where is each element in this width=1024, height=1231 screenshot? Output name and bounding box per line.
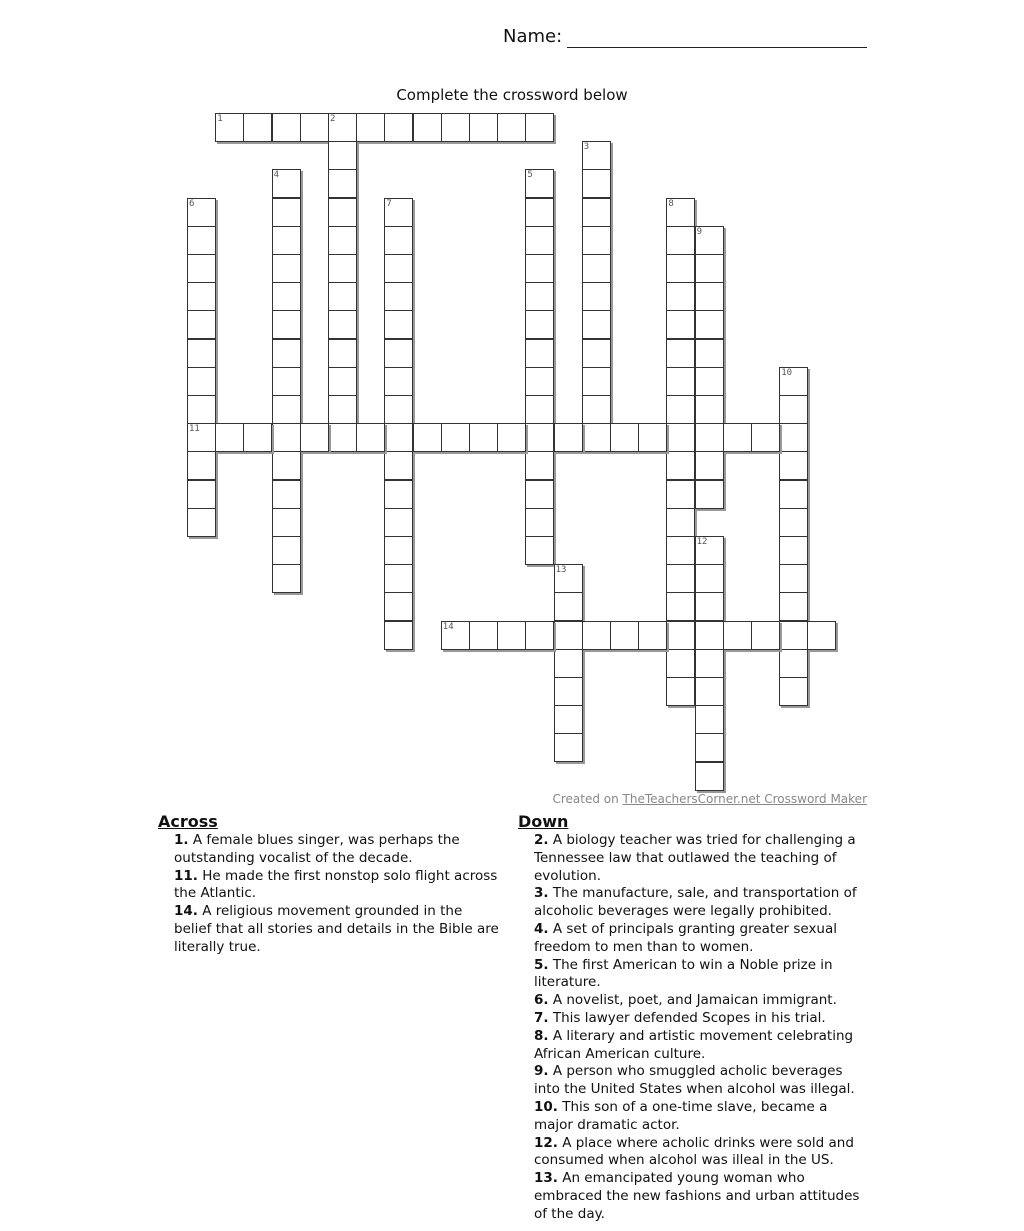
down-clue <box>534 1135 863 1171</box>
grid-cell[interactable] <box>695 621 724 650</box>
grid-cell[interactable] <box>638 621 667 650</box>
clue-text: This son of a one-time slave, became a major dramatic actor. <box>534 1098 828 1133</box>
grid-cell[interactable] <box>243 113 272 142</box>
across-clue-list <box>158 832 503 957</box>
grid-cell[interactable] <box>384 480 413 509</box>
grid-cell[interactable] <box>610 423 639 452</box>
grid-cell[interactable] <box>666 564 695 593</box>
grid-cell[interactable] <box>187 339 216 368</box>
clue-number: 13 <box>555 565 567 576</box>
grid-cell[interactable] <box>666 508 695 537</box>
grid-cell[interactable] <box>638 423 667 452</box>
across-clue <box>174 868 503 904</box>
clue-number-label: 5. <box>534 956 549 973</box>
grid-cell[interactable] <box>554 592 583 621</box>
grid-cell[interactable] <box>582 395 611 424</box>
down-clue <box>534 1099 863 1135</box>
grid-cell[interactable] <box>779 508 808 537</box>
across-clue <box>174 832 503 868</box>
grid-cell[interactable] <box>272 226 301 255</box>
grid-cell[interactable] <box>525 480 554 509</box>
clue-text: The manufacture, sale, and transportation of alcoholic beverages were legally prohibited. <box>534 885 857 920</box>
grid-cell[interactable] <box>187 451 216 480</box>
name-row <box>503 26 867 48</box>
instructions: Complete the crossword below <box>396 86 628 104</box>
grid-cell[interactable] <box>779 367 808 396</box>
grid-cell[interactable] <box>666 677 695 706</box>
grid-cell[interactable] <box>413 423 442 452</box>
down-clue <box>534 1028 863 1064</box>
grid-cell[interactable] <box>695 367 724 396</box>
grid-cell[interactable] <box>695 536 724 565</box>
down-clue <box>534 832 863 885</box>
grid-cell[interactable] <box>328 367 357 396</box>
grid-cell[interactable] <box>779 423 808 452</box>
grid-cell[interactable] <box>695 226 724 255</box>
down-clue <box>534 992 863 1010</box>
grid-cell[interactable] <box>272 508 301 537</box>
clue-text: A person who smuggled acholic beverages into the United States when alcohol was illegal. <box>534 1063 855 1098</box>
grid-cell[interactable] <box>328 254 357 283</box>
grid-cell[interactable] <box>779 649 808 678</box>
grid-cell[interactable] <box>187 367 216 396</box>
grid-cell[interactable] <box>497 423 526 452</box>
grid-cell[interactable] <box>356 113 385 142</box>
clue-number-label: 8. <box>534 1027 549 1044</box>
grid-cell[interactable] <box>525 254 554 283</box>
grid-cell[interactable] <box>525 282 554 311</box>
grid-cell[interactable] <box>328 395 357 424</box>
grid-cell[interactable] <box>695 395 724 424</box>
grid-cell[interactable] <box>666 480 695 509</box>
clue-number: 4 <box>273 170 280 181</box>
grid-cell[interactable] <box>525 367 554 396</box>
credit-link[interactable]: TheTeachersCorner.net Crossword Maker <box>622 792 867 806</box>
grid-cell[interactable] <box>300 113 329 142</box>
grid-cell[interactable] <box>384 395 413 424</box>
grid-cell[interactable] <box>666 310 695 339</box>
clue-number: 8 <box>668 198 674 209</box>
grid-cell[interactable] <box>554 564 583 593</box>
grid-cell[interactable] <box>272 282 301 311</box>
grid-cell[interactable] <box>469 113 498 142</box>
clue-number-label: 2. <box>534 832 549 848</box>
grid-cell[interactable] <box>666 339 695 368</box>
grid-cell[interactable] <box>525 536 554 565</box>
grid-cell[interactable] <box>525 621 554 650</box>
grid-cell[interactable] <box>582 621 611 650</box>
grid-cell[interactable] <box>779 592 808 621</box>
grid-cell[interactable] <box>384 451 413 480</box>
grid-cell[interactable] <box>582 141 611 170</box>
grid-cell[interactable] <box>384 282 413 311</box>
across-clue <box>174 903 503 956</box>
down-clue <box>534 921 863 957</box>
grid-cell[interactable] <box>272 367 301 396</box>
down-heading: Down <box>518 812 569 831</box>
grid-cell[interactable] <box>582 198 611 227</box>
grid-cell[interactable] <box>187 226 216 255</box>
grid-cell[interactable] <box>695 649 724 678</box>
grid-cell[interactable] <box>384 508 413 537</box>
grid-cell[interactable] <box>695 705 724 734</box>
grid-cell[interactable] <box>413 113 442 142</box>
clue-text: A place where acholic drinks were sold and consumed when alcohol was illeal in the US. <box>534 1134 854 1169</box>
grid-cell[interactable] <box>215 423 244 452</box>
clue-number: 1 <box>217 114 223 124</box>
clue-number-label: 12. <box>534 1134 558 1151</box>
grid-cell[interactable] <box>328 198 357 227</box>
grid-cell[interactable] <box>328 141 357 170</box>
grid-cell[interactable] <box>695 282 724 311</box>
grid-cell[interactable] <box>695 451 724 480</box>
grid-cell[interactable] <box>695 733 724 762</box>
grid-cell[interactable] <box>779 564 808 593</box>
clue-number: 3 <box>583 142 590 153</box>
grid-cell[interactable] <box>582 282 611 311</box>
grid-cell[interactable] <box>695 480 724 509</box>
grid-cell[interactable] <box>328 423 357 452</box>
grid-cell[interactable] <box>525 423 554 452</box>
grid-cell[interactable] <box>695 677 724 706</box>
clue-number-label: 14. <box>174 903 198 920</box>
grid-cell[interactable] <box>723 423 752 452</box>
grid-cell[interactable] <box>779 395 808 424</box>
grid-cell[interactable] <box>384 536 413 565</box>
down-clue <box>534 885 863 921</box>
clue-text: An emancipated young woman who embraced the new fashions and urban attitudes of the day. <box>534 1170 860 1222</box>
grid-cell[interactable] <box>525 310 554 339</box>
grid-cell[interactable] <box>384 339 413 368</box>
grid-cell[interactable] <box>187 282 216 311</box>
clue-number: 7 <box>386 198 392 209</box>
grid-cell[interactable] <box>187 423 216 452</box>
grid-cell[interactable] <box>441 113 470 142</box>
across-heading: Across <box>158 812 218 831</box>
grid-cell[interactable] <box>272 198 301 227</box>
grid-cell[interactable] <box>666 367 695 396</box>
grid-cell[interactable] <box>779 451 808 480</box>
grid-cell[interactable] <box>666 282 695 311</box>
grid-cell[interactable] <box>751 621 780 650</box>
grid-cell[interactable] <box>328 282 357 311</box>
grid-cell[interactable] <box>779 677 808 706</box>
grid-cell[interactable] <box>582 367 611 396</box>
grid-cell[interactable] <box>384 198 413 227</box>
grid-cell[interactable] <box>441 621 470 650</box>
grid-cell[interactable] <box>384 564 413 593</box>
credit <box>552 792 867 806</box>
grid-cell[interactable] <box>779 480 808 509</box>
name-label: Name: <box>503 26 563 47</box>
grid-cell[interactable] <box>187 254 216 283</box>
grid-cell[interactable] <box>384 254 413 283</box>
clue-number: 11 <box>189 424 200 435</box>
grid-cell[interactable] <box>666 649 695 678</box>
grid-cell[interactable] <box>666 198 695 227</box>
grid-cell[interactable] <box>582 339 611 368</box>
down-clue <box>534 957 863 993</box>
grid-cell[interactable] <box>272 169 301 198</box>
grid-cell[interactable] <box>272 254 301 283</box>
grid-cell[interactable] <box>554 649 583 678</box>
clue-text: A set of principals granting greater sexual freedom to men than to women. <box>534 920 838 955</box>
clue-text: A biology teacher was tried for challenging a Tennessee law that outlawed the teaching of evolution. <box>534 832 856 884</box>
clue-number-label: 10. <box>534 1098 558 1115</box>
grid-cell[interactable] <box>666 423 695 452</box>
clue-number: 10 <box>781 367 793 378</box>
grid-cell[interactable] <box>469 621 498 650</box>
grid-cell[interactable] <box>525 395 554 424</box>
grid-cell[interactable] <box>666 226 695 255</box>
grid-cell[interactable] <box>582 310 611 339</box>
clue-number-label: 11. <box>174 867 198 884</box>
clue-number: 9 <box>696 226 703 237</box>
grid-cell[interactable] <box>328 310 357 339</box>
credit-prefix: Created on <box>552 792 619 806</box>
down-clue <box>534 1170 863 1223</box>
grid-cell[interactable] <box>272 536 301 565</box>
clue-number: 5 <box>527 170 533 181</box>
grid-cell[interactable] <box>272 564 301 593</box>
grid-cell[interactable] <box>695 592 724 621</box>
grid-cell[interactable] <box>525 169 554 198</box>
across-clues <box>158 812 503 957</box>
grid-cell[interactable] <box>751 423 780 452</box>
grid-cell[interactable] <box>272 395 301 424</box>
grid-cell[interactable] <box>554 423 583 452</box>
grid-cell[interactable] <box>384 113 413 142</box>
grid-cell[interactable] <box>384 423 413 452</box>
down-clue <box>534 1063 863 1099</box>
grid-cell[interactable] <box>328 113 357 142</box>
grid-cell[interactable] <box>695 254 724 283</box>
grid-cell[interactable] <box>215 113 244 142</box>
grid-cell[interactable] <box>554 733 583 762</box>
grid-cell[interactable] <box>525 451 554 480</box>
grid-cell[interactable] <box>187 508 216 537</box>
clue-text: This lawyer defended Scopes in his trial. <box>548 1009 826 1026</box>
grid-cell[interactable] <box>384 310 413 339</box>
clue-text: The first American to win a Noble prize in literature. <box>534 956 833 991</box>
clue-number: 2 <box>330 114 336 124</box>
grid-cell[interactable] <box>187 310 216 339</box>
grid-cell[interactable] <box>554 621 583 650</box>
grid-cell[interactable] <box>807 621 836 650</box>
grid-cell[interactable] <box>328 339 357 368</box>
grid-cell[interactable] <box>779 536 808 565</box>
clue-number-label: 7. <box>534 1009 549 1026</box>
grid-cell[interactable] <box>328 226 357 255</box>
grid-cell[interactable] <box>525 113 554 142</box>
grid-cell[interactable] <box>695 564 724 593</box>
grid-cell[interactable] <box>525 339 554 368</box>
grid-cell[interactable] <box>582 226 611 255</box>
clue-number-label: 13. <box>534 1170 558 1187</box>
grid-cell[interactable] <box>497 621 526 650</box>
grid-cell[interactable] <box>272 423 301 452</box>
grid-cell[interactable] <box>272 480 301 509</box>
grid-cell[interactable] <box>723 621 752 650</box>
clue-text: He made the first nonstop solo flight across the Atlantic. <box>174 867 498 902</box>
clue-number: 6 <box>189 198 195 209</box>
grid-cell[interactable] <box>695 339 724 368</box>
grid-cell[interactable] <box>272 339 301 368</box>
grid-cell[interactable] <box>497 113 526 142</box>
clue-text: A literary and artistic movement celebrating African American culture. <box>534 1027 854 1062</box>
grid-cell[interactable] <box>666 254 695 283</box>
grid-cell[interactable] <box>554 705 583 734</box>
clue-number-label: 9. <box>534 1063 549 1080</box>
grid-cell[interactable] <box>328 169 357 198</box>
grid-cell[interactable] <box>356 423 385 452</box>
clue-text: A female blues singer, was perhaps the outstanding vocalist of the decade. <box>174 832 460 866</box>
grid-cell[interactable] <box>666 592 695 621</box>
clue-number: 12 <box>696 537 708 547</box>
grid-cell[interactable] <box>300 423 329 452</box>
grid-cell[interactable] <box>243 423 272 452</box>
grid-cell[interactable] <box>187 395 216 424</box>
name-input-line[interactable] <box>567 27 867 48</box>
grid-cell[interactable] <box>695 762 724 791</box>
grid-cell[interactable] <box>779 621 808 650</box>
down-clues <box>518 812 863 1224</box>
grid-cell[interactable] <box>525 198 554 227</box>
clue-number-label: 3. <box>534 885 549 902</box>
grid-cell[interactable] <box>272 451 301 480</box>
grid-cell[interactable] <box>187 198 216 227</box>
grid-cell[interactable] <box>525 508 554 537</box>
clue-number-label: 1. <box>174 832 189 848</box>
grid-cell[interactable] <box>582 254 611 283</box>
grid-cell[interactable] <box>666 621 695 650</box>
grid-cell[interactable] <box>582 169 611 198</box>
grid-cell[interactable] <box>469 423 498 452</box>
grid-cell[interactable] <box>384 621 413 650</box>
grid-cell[interactable] <box>610 621 639 650</box>
grid-cell[interactable] <box>666 395 695 424</box>
grid-cell[interactable] <box>272 310 301 339</box>
clue-text: A novelist, poet, and Jamaican immigrant. <box>548 992 837 1009</box>
grid-cell[interactable] <box>525 226 554 255</box>
grid-cell[interactable] <box>272 113 301 142</box>
clue-text: A religious movement grounded in the belief that all stories and details in the Bible are literally true. <box>174 903 499 955</box>
grid-cell[interactable] <box>384 226 413 255</box>
down-clue-list <box>518 832 863 1224</box>
grid-cell[interactable] <box>695 310 724 339</box>
grid-cell[interactable] <box>695 423 724 452</box>
clue-number-label: 4. <box>534 920 549 937</box>
down-clue <box>534 1010 863 1028</box>
grid-cell[interactable] <box>666 451 695 480</box>
grid-cell[interactable] <box>441 423 470 452</box>
grid-cell[interactable] <box>384 592 413 621</box>
grid-cell[interactable] <box>187 480 216 509</box>
grid-cell[interactable] <box>666 536 695 565</box>
grid-cell[interactable] <box>384 367 413 396</box>
grid-cell[interactable] <box>554 677 583 706</box>
clue-number-label: 6. <box>534 992 549 1009</box>
clue-number: 14 <box>442 621 454 632</box>
grid-cell[interactable] <box>582 423 611 452</box>
